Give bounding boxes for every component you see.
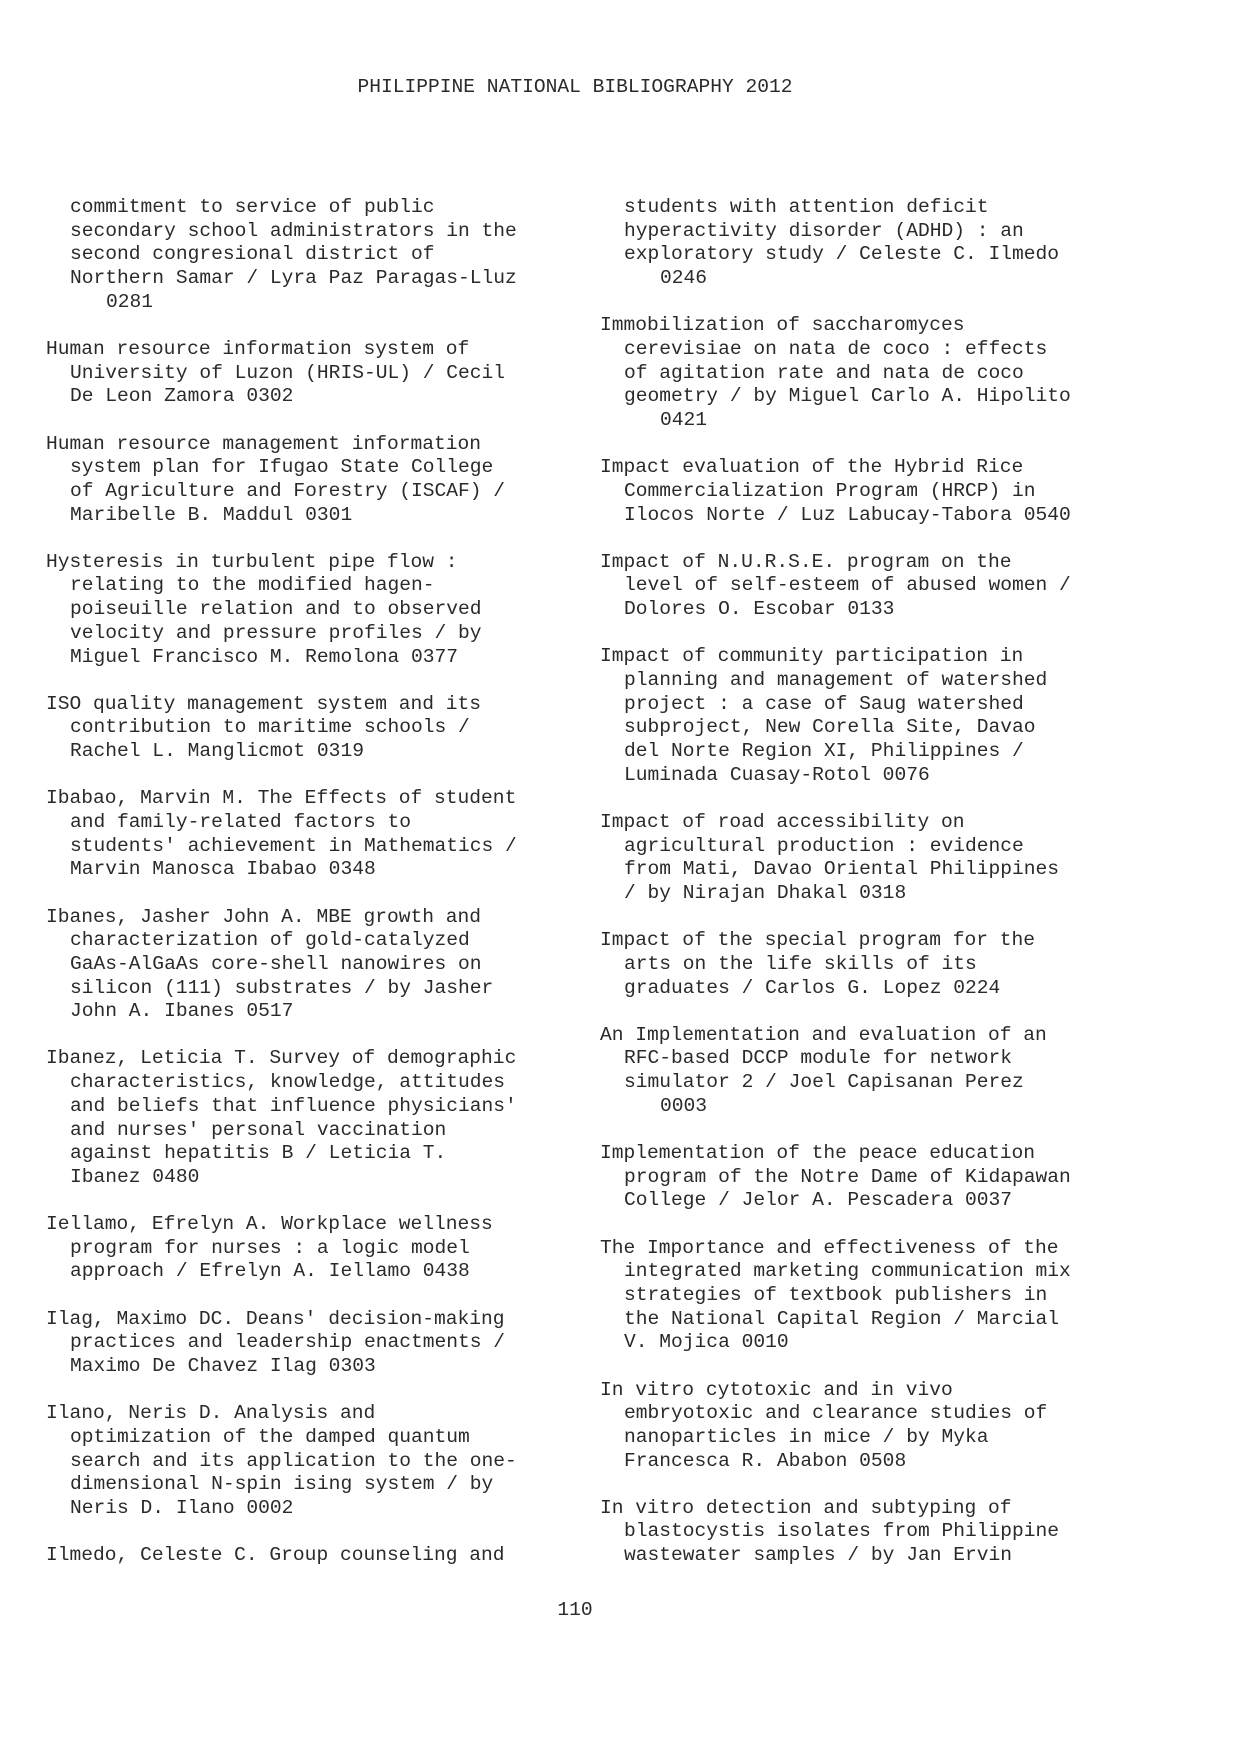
bibliography-entry (46, 1402, 566, 1520)
entry-line: Luminada Cuasay-Rotol 0076 (624, 763, 930, 786)
entry-line: Ilocos Norte / Luz Labucay-Tabora 0540 (624, 503, 1071, 526)
entry-line: John A. Ibanes 0517 (70, 1000, 294, 1023)
bibliography-entry (600, 1142, 1120, 1213)
entry-number: 0003 (660, 1094, 708, 1117)
entry-line: Iellamo, Efrelyn A. Workplace wellness (46, 1213, 493, 1236)
entry-line: cerevisiae on nata de coco : effects (624, 337, 1048, 360)
entry-line: of agitation rate and nata de coco (624, 361, 1024, 384)
entry-line: Neris D. Ilano 0002 (70, 1496, 294, 1519)
bibliography-entry (600, 551, 1120, 622)
entry-line: against hepatitis B / Leticia T. (70, 1142, 447, 1165)
entry-line: and beliefs that influence physicians' (70, 1094, 517, 1117)
entry-line: Ilano, Neris D. Analysis and (46, 1402, 376, 1425)
entry-line: V. Mojica 0010 (624, 1331, 789, 1354)
bibliography-entry (46, 433, 566, 528)
entry-line: the National Capital Region / Marcial (624, 1307, 1060, 1330)
entry-line: exploratory study / Celeste C. Ilmedo (624, 243, 1060, 266)
entry-line: graduates / Carlos G. Lopez 0224 (624, 976, 1001, 999)
entry-number: 0421 (660, 409, 708, 431)
entry-line: del Norte Region XI, Philippines / (624, 740, 1024, 763)
bibliography-entry (46, 906, 566, 1024)
entry-line: velocity and pressure profiles / by (70, 621, 482, 644)
entry-line: ISO quality management system and its (46, 692, 482, 715)
entry-line: relating to the modified hagen- (70, 574, 435, 597)
entry-line: Impact of the special program for the (600, 929, 1036, 952)
entry-line: In vitro detection and subtyping of (600, 1496, 1012, 1519)
entry-line: poiseuille relation and to observed (70, 598, 482, 621)
entry-line: Marvin Manosca Ibabao 0348 (70, 858, 376, 881)
bibliography-entry (46, 787, 566, 882)
entry-line: agricultural production : evidence (624, 834, 1024, 857)
entry-line: College / Jelor A. Pescadera 0037 (624, 1189, 1013, 1212)
entry-line: level of self-esteem of abused women / (624, 574, 1071, 597)
entry-line: Human resource information system of (46, 337, 470, 360)
entry-line: wastewater samples / by Jan Ervin (624, 1544, 1013, 1567)
entry-number: 0246 (660, 267, 708, 290)
entry-line: characterization of gold-catalyzed (70, 929, 470, 952)
entry-line: silicon (111) substrates / by Jasher (70, 976, 494, 999)
entry-line: The Importance and effectiveness of the (600, 1236, 1059, 1259)
entry-line: simulator 2 / Joel Capisanan Perez (624, 1071, 1024, 1094)
bibliography-entry (46, 693, 566, 764)
entry-line: program for nurses : a logic model (70, 1236, 470, 1259)
left-column (46, 196, 566, 1591)
bibliography-entry (600, 196, 1120, 291)
bibliography-entry (46, 338, 566, 409)
entry-line: nanoparticles in mice / by Myka (624, 1425, 989, 1448)
entry-line: Ibabao, Marvin M. The Effects of student (46, 787, 517, 810)
entry-line: integrated marketing communication mix (624, 1260, 1071, 1283)
entry-line: commitment to service of public (70, 196, 435, 218)
bibliography-entry (600, 811, 1120, 906)
bibliography-entry (46, 196, 566, 314)
bibliography-entry (46, 1544, 566, 1568)
entry-number: 0281 (106, 290, 154, 313)
page-header: PHILIPPINE NATIONAL BIBLIOGRAPHY 2012 (357, 76, 793, 98)
entry-line: secondary school administrators in the (70, 219, 517, 242)
entry-line: Dolores O. Escobar 0133 (624, 598, 895, 621)
entry-line: An Implementation and evaluation of an (600, 1023, 1047, 1046)
entry-line: Ibanez 0480 (70, 1165, 200, 1188)
entry-line: Maribelle B. Maddul 0301 (70, 503, 353, 526)
entry-line: geometry / by Miguel Carlo A. Hipolito (624, 385, 1071, 408)
entry-line: optimization of the damped quantum (70, 1425, 470, 1448)
entry-line: of Agriculture and Forestry (ISCAF) / (70, 479, 506, 502)
entry-line: planning and management of watershed (624, 669, 1048, 691)
bibliography-entry (46, 551, 566, 669)
entry-line: Immobilization of saccharomyces (600, 314, 965, 337)
entry-line: Impact of road accessibility on (600, 810, 965, 833)
entry-line: Impact of community participation in (600, 645, 1024, 668)
entry-line: dimensional N-spin ising system / by (70, 1473, 494, 1496)
bibliography-entry (600, 645, 1120, 787)
entry-line: contribution to maritime schools / (70, 716, 470, 739)
right-column (600, 196, 1120, 1591)
entry-line: system plan for Ifugao State College (70, 456, 494, 479)
entry-line: strategies of textbook publishers in (624, 1283, 1048, 1306)
bibliography-entry (600, 1379, 1120, 1474)
bibliography-entry (600, 1237, 1120, 1355)
bibliography-entry (600, 314, 1120, 432)
bibliography-entry (46, 1047, 566, 1189)
bibliography-entry (46, 1308, 566, 1379)
entry-line: subproject, New Corella Site, Davao (624, 716, 1036, 739)
bibliography-entry (600, 929, 1120, 1000)
entry-line: Northern Samar / Lyra Paz Paragas-Lluz (70, 267, 517, 290)
entry-line: Ibanez, Leticia T. Survey of demographic (46, 1047, 517, 1070)
entry-line: / by Nirajan Dhakal 0318 (624, 882, 907, 904)
entry-line: Ibanes, Jasher John A. MBE growth and (46, 905, 482, 928)
entry-line: De Leon Zamora 0302 (70, 385, 294, 408)
entry-line: project : a case of Saug watershed (624, 692, 1024, 715)
entry-line: Maximo De Chavez Ilag 0303 (70, 1355, 376, 1377)
entry-line: Ilmedo, Celeste C. Group counseling and (46, 1544, 505, 1567)
entry-line: search and its application to the one- (70, 1449, 517, 1472)
bibliography-entry (600, 1024, 1120, 1119)
entry-line: Francesca R. Ababon 0508 (624, 1449, 907, 1472)
entry-line: Commercialization Program (HRCP) in (624, 479, 1036, 502)
entry-line: University of Luzon (HRIS-UL) / Cecil (70, 361, 506, 384)
entry-line: students' achievement in Mathematics / (70, 834, 517, 857)
bibliography-entry (600, 456, 1120, 527)
bibliography-entry (46, 1213, 566, 1284)
entry-line: In vitro cytotoxic and in vivo (600, 1378, 953, 1401)
entry-line: Human resource management information (46, 432, 482, 455)
entry-line: characteristics, knowledge, attitudes (70, 1071, 506, 1094)
entry-line: second congresional district of (70, 243, 435, 266)
entry-line: Implementation of the peace education (600, 1142, 1036, 1164)
entry-line: practices and leadership enactments / (70, 1331, 506, 1354)
bibliography-entry (600, 1497, 1120, 1568)
entry-line: and nurses' personal vaccination (70, 1118, 447, 1141)
entry-line: arts on the life skills of its (624, 952, 977, 975)
entry-line: GaAs-AlGaAs core-shell nanowires on (70, 952, 482, 975)
entry-line: RFC-based DCCP module for network (624, 1047, 1013, 1070)
entry-line: embryotoxic and clearance studies of (624, 1402, 1048, 1425)
entry-line: Hysteresis in turbulent pipe flow : (46, 550, 458, 573)
entry-line: approach / Efrelyn A. Iellamo 0438 (70, 1260, 470, 1283)
entry-line: students with attention deficit (624, 196, 989, 218)
entry-line: Ilag, Maximo DC. Deans' decision-making (46, 1307, 505, 1330)
entry-line: and family-related factors to (70, 810, 411, 833)
entry-line: program of the Notre Dame of Kidapawan (624, 1165, 1071, 1188)
entry-line: blastocystis isolates from Philippine (624, 1520, 1060, 1543)
entry-line: Miguel Francisco M. Remolona 0377 (70, 645, 459, 668)
entry-line: Impact of N.U.R.S.E. program on the (600, 550, 1012, 573)
entry-line: hyperactivity disorder (ADHD) : an (624, 219, 1024, 242)
entry-line: from Mati, Davao Oriental Philippines (624, 858, 1060, 881)
entry-line: Impact evaluation of the Hybrid Rice (600, 456, 1024, 479)
entry-line: Rachel L. Manglicmot 0319 (70, 740, 364, 763)
page-number: 110 (557, 1599, 593, 1621)
